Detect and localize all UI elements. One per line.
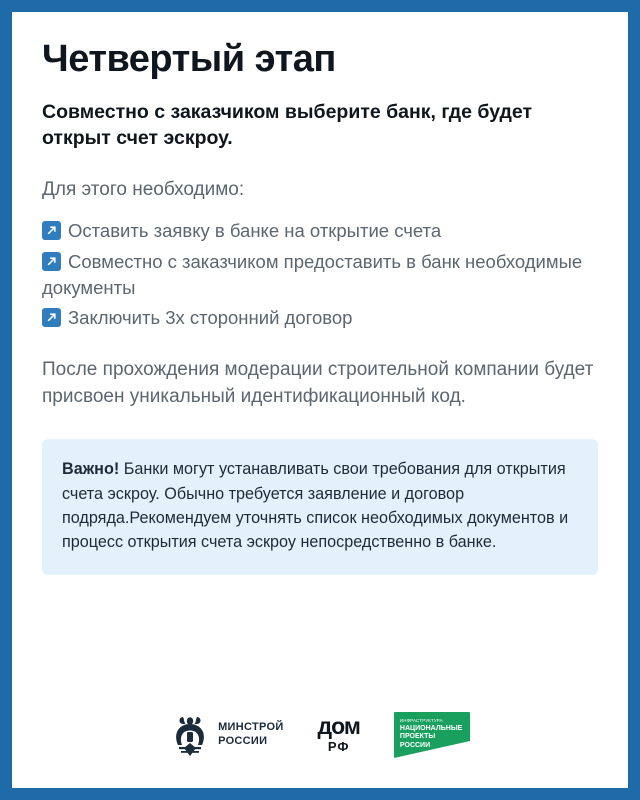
lead-text: Для этого необходимо: (42, 178, 245, 200)
important-note-text: Банки могут устанавливать свои требования для открытия счета эскроу. Обычно требуется заявление и договор подряда.Рекомендуем уточнять список необходимых документов и процесс открытия счета эскроу непосредственно в банке. (62, 460, 569, 552)
list-item (42, 218, 598, 244)
logo-minstroy-rossii (170, 712, 283, 758)
national-projects-line1: ИНФРАСТРУКТУРА (399, 718, 443, 723)
arrow-up-right-icon (42, 308, 61, 327)
page-title: Четвертый этап (42, 38, 336, 80)
important-note (42, 439, 598, 574)
arrow-up-right-icon (42, 252, 61, 271)
minstroy-line2: РОССИИ (218, 735, 268, 747)
important-note-label: Важно! (62, 460, 120, 479)
footer-logos (42, 712, 598, 758)
info-card (12, 12, 628, 788)
arrow-up-right-icon (42, 221, 61, 240)
subtitle: Совместно с заказчиком выберите банк, где будет открыт счет эскроу. (42, 100, 533, 149)
list-item-label: Оставить заявку в банке на открытие счета (68, 220, 442, 242)
body-paragraph: После прохождения модерации строительной компании будет присвоен уникальный идентификационный код. (42, 359, 594, 408)
logo-dom-rf (318, 715, 360, 754)
minstroy-label (218, 721, 283, 749)
dom-rf-top: дом (317, 713, 360, 740)
double-headed-eagle-emblem-icon (170, 712, 210, 758)
logo-national-projects (394, 712, 470, 758)
list-item (42, 249, 598, 302)
requirements-list (42, 218, 598, 331)
national-projects-line2: НАЦИОНАЛЬНЫЕ ПРОЕКТЫ РОССИИ (399, 725, 463, 749)
list-item (42, 305, 598, 331)
minstroy-line1: МИНСТРОЙ (218, 721, 284, 734)
dom-rf-bottom: РФ (327, 739, 350, 755)
list-item-label: Заключить 3х сторонний договор (68, 307, 353, 329)
np-triangle-shape (394, 741, 470, 758)
list-item-label: Совместно с заказчиком предоставить в банк необходимые документы (42, 250, 583, 298)
